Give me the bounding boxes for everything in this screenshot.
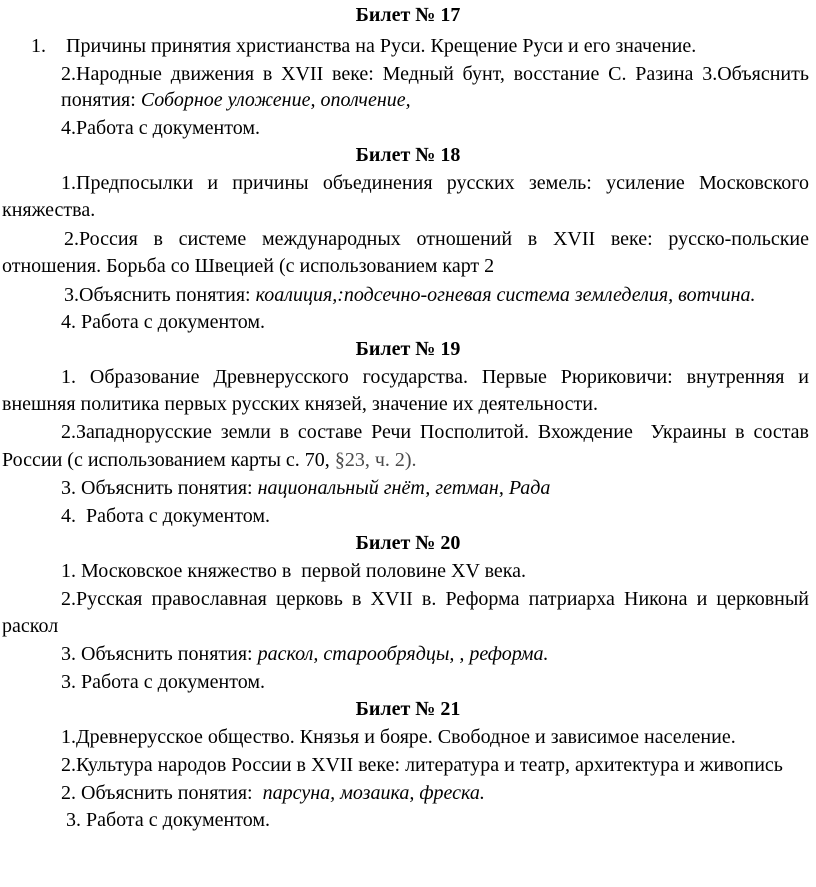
ticket-17-item-2-line-2 xyxy=(61,87,411,113)
ticket-19-title: Билет № 19 xyxy=(355,338,461,360)
ticket-18-item-1-line-1: 1.Предпосылки и причины объединения русских земель: усиление Московского xyxy=(61,172,809,194)
ticket-20-item-1: 1. Московское княжество в первой половине XV века. xyxy=(61,560,527,582)
ticket-21-item-1: 1.Древнерусское общество. Князья и бояре. Свободное и зависимое население. xyxy=(61,726,736,748)
ticket-17-item-3: 4.Работа с документом. xyxy=(61,117,260,139)
ticket-18-item-1-line-2: княжества. xyxy=(2,199,96,221)
concepts-prefix: 3. Объяснить понятия: xyxy=(61,643,258,665)
ticket-17-item-2-line-1: 2.Народные движения в XVII веке: Медный бунт, восстание С. Разина 3.Объяснить xyxy=(61,63,809,85)
concepts-prefix: 3.Объяснить понятия: xyxy=(64,284,256,306)
ticket-20-item-2-line-1: 2.Русская православная церковь в XVII в. Реформа патриарха Никона и церковный xyxy=(61,588,809,610)
concepts-prefix: 2. Объяснить понятия: xyxy=(61,782,263,804)
ticket-17-item-1: 1. Причины принятия христианства на Руси. Крещение Руси и его значение. xyxy=(31,35,697,57)
ticket-21-item-2: 2.Культура народов России в XVII веке: литература и театр, архитектура и живопись xyxy=(61,754,783,776)
concepts-terms: раскол, старообрядцы, , реформа. xyxy=(257,643,549,665)
concepts-terms: Соборное уложение, ополчение, xyxy=(140,89,411,111)
ticket-19-item-1-line-1: 1. Образование Древнерусского государства. Первые Рюриковичи: внутренняя и xyxy=(61,366,809,388)
concepts-terms: парсуна, мозаика, фреска. xyxy=(262,782,485,804)
concepts-prefix: 3. Объяснить понятия: xyxy=(61,477,258,499)
ticket-20-item-2-line-2: раскол xyxy=(2,615,59,637)
concepts-terms: коалиция,:подсечно-огневая система земледелия, вотчина. xyxy=(255,284,756,306)
ticket-17-title: Билет № 17 xyxy=(355,4,461,26)
ticket-19-item-1-line-2: внешняя политика первых русских князей, значение их деятельности. xyxy=(2,393,598,415)
ticket-20-item-4: 3. Работа с документом. xyxy=(61,671,265,693)
ticket-19-item-3 xyxy=(61,475,550,501)
ticket-18-title: Билет № 18 xyxy=(355,144,461,166)
concepts-prefix: понятия: xyxy=(61,89,141,111)
ticket-20-title: Билет № 20 xyxy=(355,532,461,554)
map-reference-note: §23, ч. 2). xyxy=(334,449,417,471)
ticket-18-item-2-line-1: 2.Россия в системе международных отношений в XVII веке: русско-польские xyxy=(64,228,809,250)
ticket-21-item-4: 3. Работа с документом. xyxy=(61,809,270,831)
ticket-19-item-2-line-2 xyxy=(2,447,417,473)
ticket-21-title: Билет № 21 xyxy=(355,698,461,720)
ticket-19-item-4: 4. Работа с документом. xyxy=(61,505,270,527)
concepts-terms: национальный гнёт, гетман, Рада xyxy=(257,477,551,499)
ticket-19-item-2-line-1: 2.Западнорусские земли в составе Речи Посполитой. Вхождение Украины в состав xyxy=(61,421,809,443)
ticket-21-item-3 xyxy=(61,780,485,806)
ticket-18-item-3 xyxy=(64,282,756,308)
ticket-20-item-3 xyxy=(61,641,548,667)
map-reference-text: России (с использованием карты с. 70, xyxy=(2,449,335,471)
ticket-18-item-4: 4. Работа с документом. xyxy=(61,311,265,333)
ticket-18-item-2-line-2: отношения. Борьба со Швецией (с использованием карт 2 xyxy=(2,255,495,277)
